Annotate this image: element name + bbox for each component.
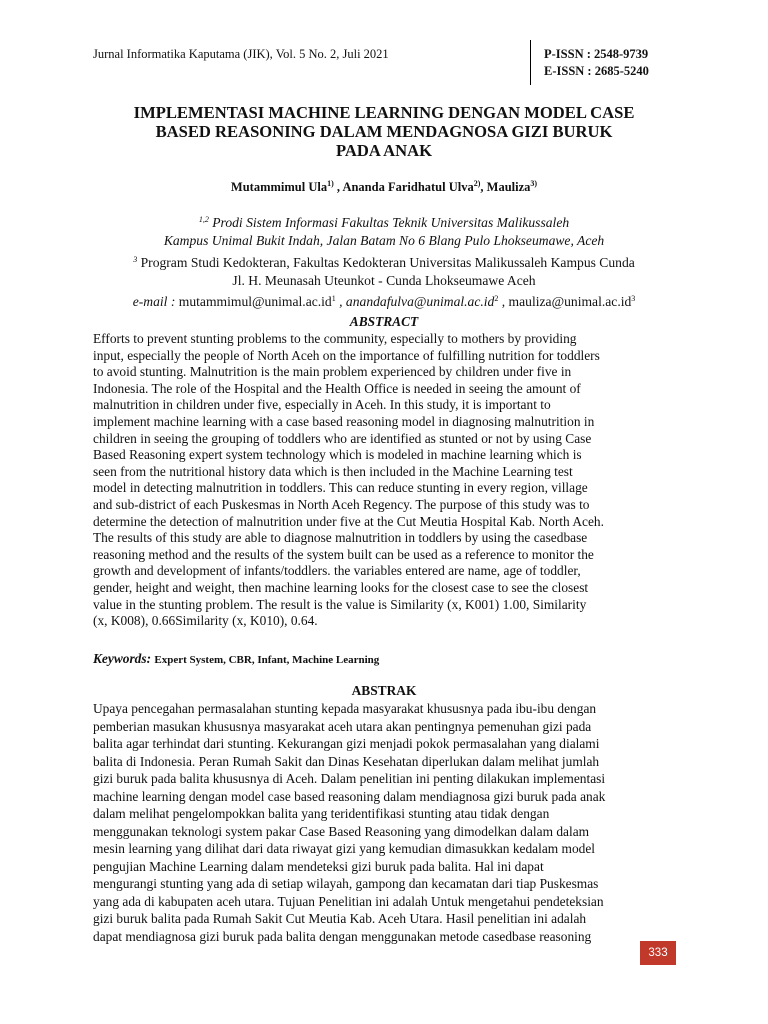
abstrak-line: menggunakan teknologi system pakar Case Based Reasoning yang dimodelkan dalam dalam: [93, 823, 590, 839]
email-link[interactable]: , anandafulva@unimal.ac.id: [335, 294, 495, 310]
email-line: [70, 290, 698, 311]
abstract-text: [93, 331, 675, 630]
abstrak-line: balita agar terhindat dari stunting. Kekurangan gizi menjadi pokok permasalahan yang dialami: [93, 736, 600, 751]
affiliation-text: Prodi Sistem Informasi Fakultas Teknik Universitas Malikussaleh: [208, 215, 570, 230]
abstract-line: model in detecting malnutrition in toddlers. This can reduce stunting in every region, village: [93, 480, 588, 496]
email-link[interactable]: mutammimul@unimal.ac.id: [178, 294, 332, 310]
abstract-line: reasoning method and the results of the system built can be used as a reference to monitor the: [93, 546, 594, 562]
title-line: IMPLEMENTASI MACHINE LEARNING DENGAN MODEL CASE: [133, 103, 635, 122]
abstract-line: Efforts to prevent stunting problems to the community, especially to mothers by providing: [93, 331, 577, 346]
affiliation-line: Jl. H. Meunasah Uteunkot - Cunda Lhokseumawe Aceh: [232, 272, 536, 288]
abstrak-line: pengujian Machine Learning dalam mendeteksi gizi buruk pada balita. Hal ini dapat: [93, 858, 544, 874]
email-marker: 3: [631, 294, 636, 304]
affiliation-text: Program Studi Kedokteran, Fakultas Kedokteran Universitas Malikussaleh Kampus Cunda: [137, 254, 635, 270]
abstract-line: The results of this study are able to diagnose malnutrition in toddlers by using the casedbase: [93, 530, 588, 546]
email-marker: 1: [331, 294, 336, 304]
abstrak-line: yang ada di kabupaten aceh utara. Tujuan Penelitian ini adalah Untuk mengetahui pendeteksian: [93, 893, 604, 909]
abstract-heading: ABSTRACT: [349, 314, 419, 329]
affiliations: [70, 211, 698, 311]
abstrak-line: pemberian masukan khususnya masyarakat aceh utara akan pentingnya pemenuhan gizi pada: [93, 718, 592, 734]
keywords-label: Keywords:: [93, 651, 155, 666]
abstract-line: Based Reasoning expert system technology which is modeled in machine learning which is: [93, 447, 582, 463]
title-line: BASED REASONING DALAM MENDAGNOSA GIZI BURUK: [155, 122, 613, 141]
abstract-line: and sub-district of each Puskesmas in North Aceh Regency. The purpose of this study was to: [93, 496, 590, 512]
author-marker: 3): [530, 179, 538, 188]
author-name: , Ananda Faridhatul Ulva: [333, 180, 474, 194]
header-divider: [530, 40, 531, 85]
author-name: Mutammimul Ula: [230, 180, 328, 194]
page-number-badge: 333: [640, 941, 676, 965]
abstract-line: determine the detection of malnutrition under five at the Cut Meutia Hospital Kab. North Aceh.: [93, 513, 604, 529]
abstrak-line: balita di Indonesia. Peran Rumah Sakit dan Dinas Kesehatan diperlukan dalam melihat jumlah: [93, 753, 600, 769]
author-marker: 2): [473, 179, 481, 188]
abstrak-line: gizi buruk balita pada Rumah Sakit Cut Meutia Kab. Aceh Utara. Hasil penelitian ini adalah: [93, 911, 587, 926]
affiliation-line: [70, 211, 698, 232]
abstract-line: malnutrition in children under five, especially in Aceh. In this study, it is important to: [93, 397, 551, 413]
email-link[interactable]: , mauliza@unimal.ac.id: [498, 294, 632, 310]
abstract-line: growth and development of infants/toddlers. the variables entered are name, age of toddler,: [93, 563, 581, 579]
abstract-line: gender, height and weight, then machine learning looks for the closest case to see the closest: [93, 579, 589, 595]
author-marker: 1): [327, 179, 334, 188]
abstract-line: seen from the nutritional history data which is then included in the Machine Learning test: [93, 463, 573, 479]
affiliation-line: Kampus Unimal Bukit Indah, Jalan Batam No 6 Blang Pulo Lhokseumawe, Aceh: [163, 233, 605, 249]
author-list: [80, 179, 688, 195]
e-issn: E-ISSN : 2685-5240: [544, 64, 649, 78]
abstrak-line: mengurangi stunting yang ada di setiap wilayah, gampong dan kecamatan dari tiap Puskesmas: [93, 876, 599, 891]
affiliation-marker: 1,2: [198, 215, 209, 224]
author-name: , Mauliza: [480, 180, 531, 194]
paper-title: [80, 103, 688, 160]
abstrak-heading: ABSTRAK: [351, 683, 417, 698]
keywords-values: Expert System, CBR, Infant, Machine Learning: [154, 654, 380, 666]
title-line: PADA ANAK: [335, 141, 433, 160]
abstrak-line: machine learning dengan model case based reasoning dalam mendiagnosa gizi buruk pada anak: [93, 788, 606, 804]
abstrak-line: mesin learning yang dilihat dari data riwayat gizi yang kemudian dimasukkan kedalam model: [93, 841, 595, 856]
abstrak-line: Upaya pencegahan permasalahan stunting kepada masyarakat khususnya pada ibu-ibu dengan: [93, 701, 597, 716]
abstrak-line: gizi buruk pada balita khususnya di Aceh. Dalam penelitian ini penting dilakukan implementasi: [93, 771, 606, 786]
abstract-line: input, especially the people of North Aceh on the importance of fulfilling nutrition for toddlers: [93, 347, 600, 363]
journal-citation: Jurnal Informatika Kaputama (JIK), Vol. 5 No. 2, Juli 2021: [93, 47, 389, 61]
abstract-line: Indonesia. The role of the Hospital and the Health Office is needed in seeing the amount of: [93, 380, 581, 396]
abstract-line: implement machine learning with a case based reasoning model in diagnosing malnutrition in: [93, 413, 595, 429]
email-label: e-mail :: [132, 294, 179, 310]
p-issn: P-ISSN : 2548-9739: [544, 47, 649, 61]
abstrak-line: dalam melihat pengelompokkan balita yang teridentifikasi stunting atau tidak dengan: [93, 806, 550, 821]
abstract-line: value in the stunting problem. The result is the value is Similarity (x, K001) 1.00, Similarity: [93, 596, 587, 612]
abstrak-line: dapat mendiagnosa gizi buruk pada balita dengan menggunakan metode casedbase reasoning: [93, 928, 592, 944]
abstract-line: children in seeing the grouping of toddlers who are identified as stunted or not by using Case: [93, 430, 592, 446]
keywords: [93, 651, 379, 667]
abstract-line: (x, K008), 0.66Similarity (x, K010), 0.64.: [93, 613, 318, 629]
affiliation-marker: 3: [133, 254, 138, 264]
affiliation-line: [70, 251, 698, 272]
abstract-line: to avoid stunting. Malnutrition is the main problem experienced by children under five in: [93, 364, 572, 380]
issn-block: [544, 46, 649, 80]
email-marker: 2: [494, 294, 499, 304]
abstrak-text: [93, 700, 675, 945]
